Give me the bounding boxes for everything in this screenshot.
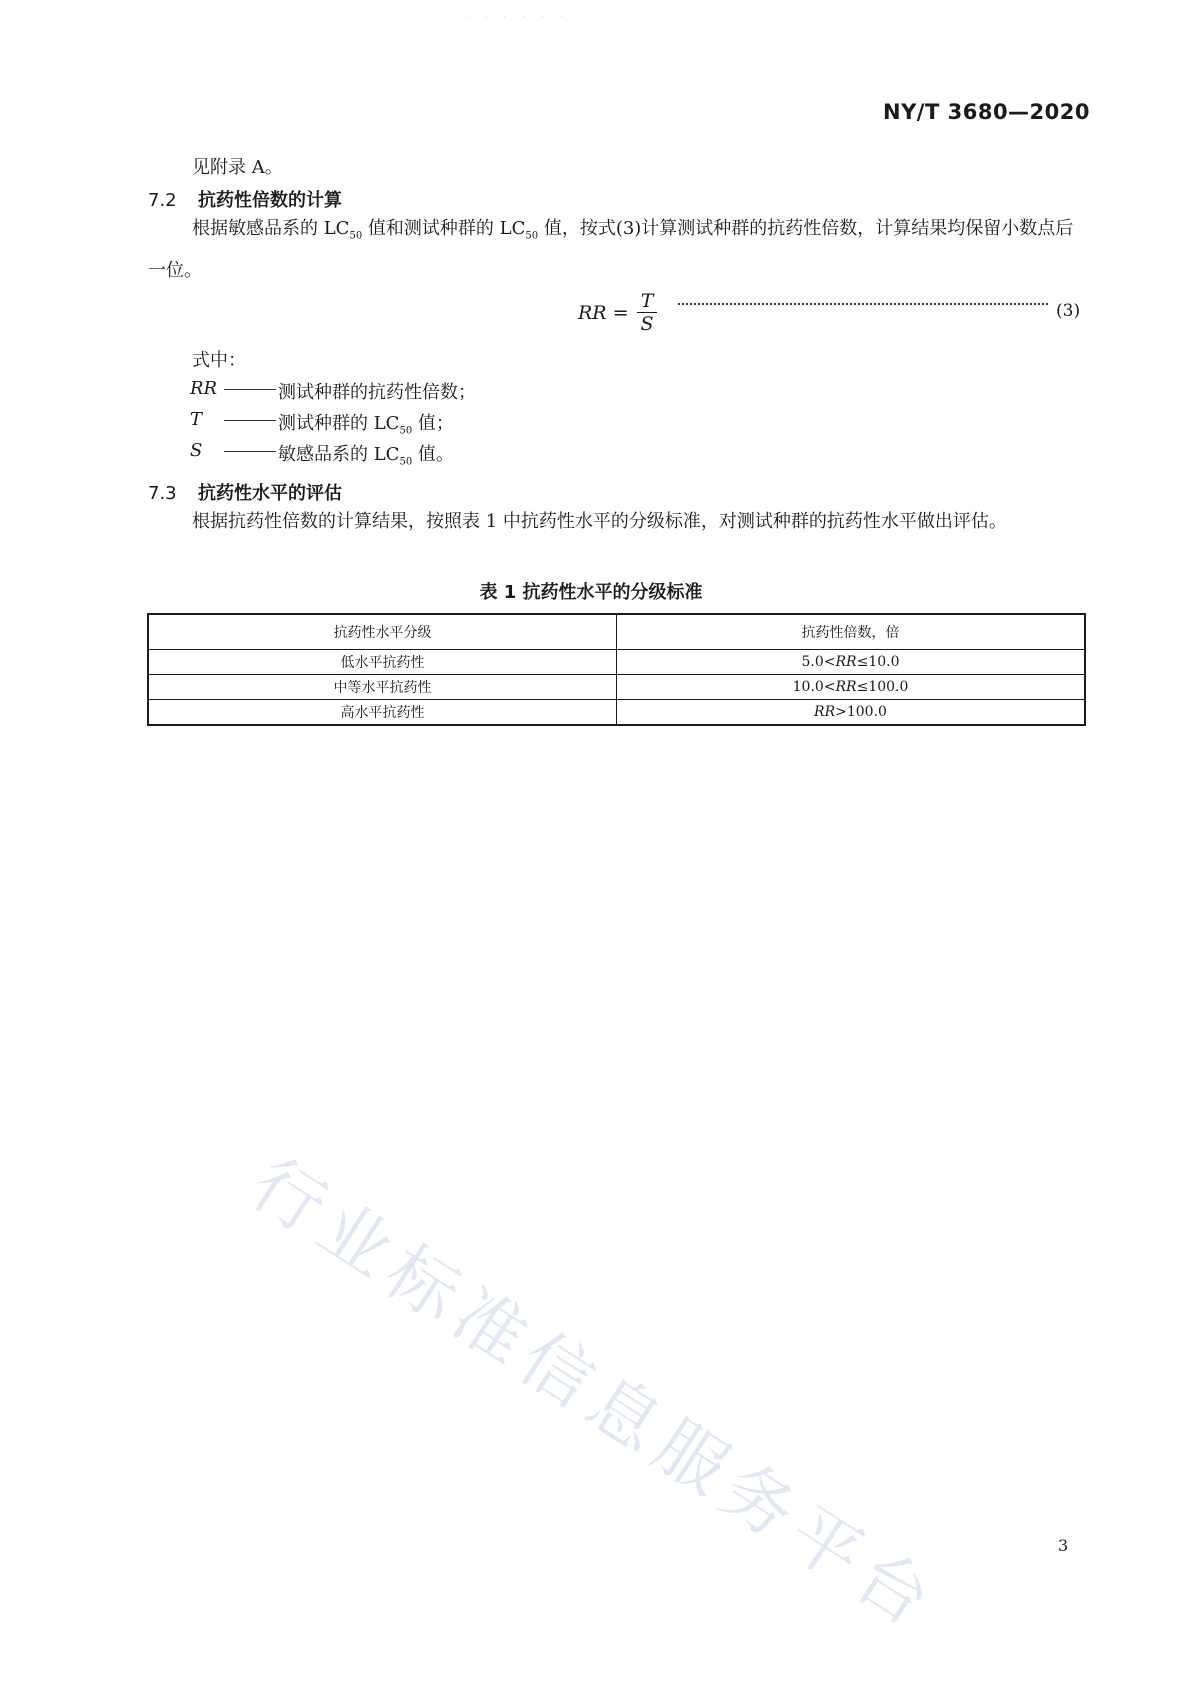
where-text-main: 敏感品系的 LC (278, 444, 400, 465)
formula-fraction (637, 290, 658, 335)
where-text-sub: 50 (399, 425, 413, 437)
standard-code: NY/T 3680—2020 (883, 100, 1090, 124)
formula-equals: = (612, 301, 629, 324)
formula-lhs: RR (578, 301, 607, 324)
page-number: 3 (1058, 1536, 1069, 1555)
section-7-3-heading (148, 479, 342, 505)
formula-leader-dots (678, 303, 1048, 305)
where-text-tail: 值。 (412, 444, 454, 465)
section-7-3-title: 抗药性水平的评估 (198, 483, 342, 504)
table-cell-level: 高水平抗药性 (148, 700, 617, 726)
where-dash (224, 409, 276, 421)
where-item-s (190, 440, 454, 468)
where-text-tail: 值； (412, 413, 454, 434)
section-7-2-paragraph (148, 212, 1088, 288)
where-item-rr (190, 378, 476, 404)
table-row (148, 650, 1085, 675)
ratio-rr: RR (814, 704, 836, 720)
table-cell-level: 低水平抗药性 (148, 650, 617, 675)
ratio-post: ≤10.0 (856, 654, 900, 670)
formula-numerator: T (637, 290, 658, 313)
where-dash (224, 440, 276, 452)
table-header-row (148, 614, 1085, 650)
where-text-main: 测试种群的 LC (278, 413, 400, 434)
where-dash (224, 378, 276, 390)
table-cell-level: 中等水平抗药性 (148, 675, 617, 700)
formula-number: (3) (1056, 301, 1081, 321)
where-text-main: 测试种群的抗药性倍数； (278, 382, 476, 403)
para-text-3: 值，按式(3)计算测试种群的抗药性倍数，计算结果均保留小数点后一位。 (148, 218, 1074, 281)
para-text-2: 值和测试种群的 LC (362, 218, 526, 239)
appendix-reference: 见附录 A。 (192, 157, 283, 178)
watermark: 行业标准信息服务平台 (237, 1142, 953, 1648)
table-header-ratio: 抗药性倍数，倍 (617, 614, 1086, 650)
para-sub-1: 50 (349, 230, 363, 242)
ratio-post: ≤100.0 (856, 679, 909, 695)
ratio-pre: 5.0< (801, 654, 836, 670)
where-symbol: S (190, 440, 203, 461)
where-label: 式中： (192, 350, 246, 371)
table-cell-ratio (617, 700, 1086, 726)
table-cell-ratio (617, 675, 1086, 700)
table-header-level: 抗药性水平分级 (148, 614, 617, 650)
table-title: 表 1 抗药性水平的分级标准 (479, 582, 703, 603)
ratio-pre: 10.0< (792, 679, 836, 695)
where-text (278, 378, 476, 404)
section-7-2-heading (148, 186, 342, 212)
ratio-rr: RR (835, 654, 857, 670)
section-7-2-number: 7.2 (148, 190, 177, 211)
where-item-t (190, 409, 454, 437)
table-row (148, 700, 1085, 726)
where-symbol: T (190, 409, 203, 430)
where-text (278, 409, 454, 437)
section-7-3-number: 7.3 (148, 483, 177, 504)
where-symbol: RR (190, 378, 218, 399)
ratio-rr: RR (835, 679, 857, 695)
resistance-grade-table (147, 613, 1086, 726)
ratio-post: >100.0 (835, 704, 887, 720)
section-7-2-title: 抗药性倍数的计算 (198, 190, 342, 211)
where-text-sub: 50 (399, 456, 413, 468)
para-sub-2: 50 (525, 230, 539, 242)
scan-mark: · · · · · · (465, 10, 570, 23)
para-text-1: 根据敏感品系的 LC (192, 218, 350, 239)
formula-denominator: S (640, 313, 654, 335)
table-cell-ratio (617, 650, 1086, 675)
table-row (148, 675, 1085, 700)
where-text (278, 440, 454, 468)
formula-3 (578, 290, 658, 335)
section-7-3-paragraph: 根据抗药性倍数的计算结果，按照表 1 中抗药性水平的分级标准，对测试种群的抗药性水平做出评估。 (192, 511, 1007, 532)
